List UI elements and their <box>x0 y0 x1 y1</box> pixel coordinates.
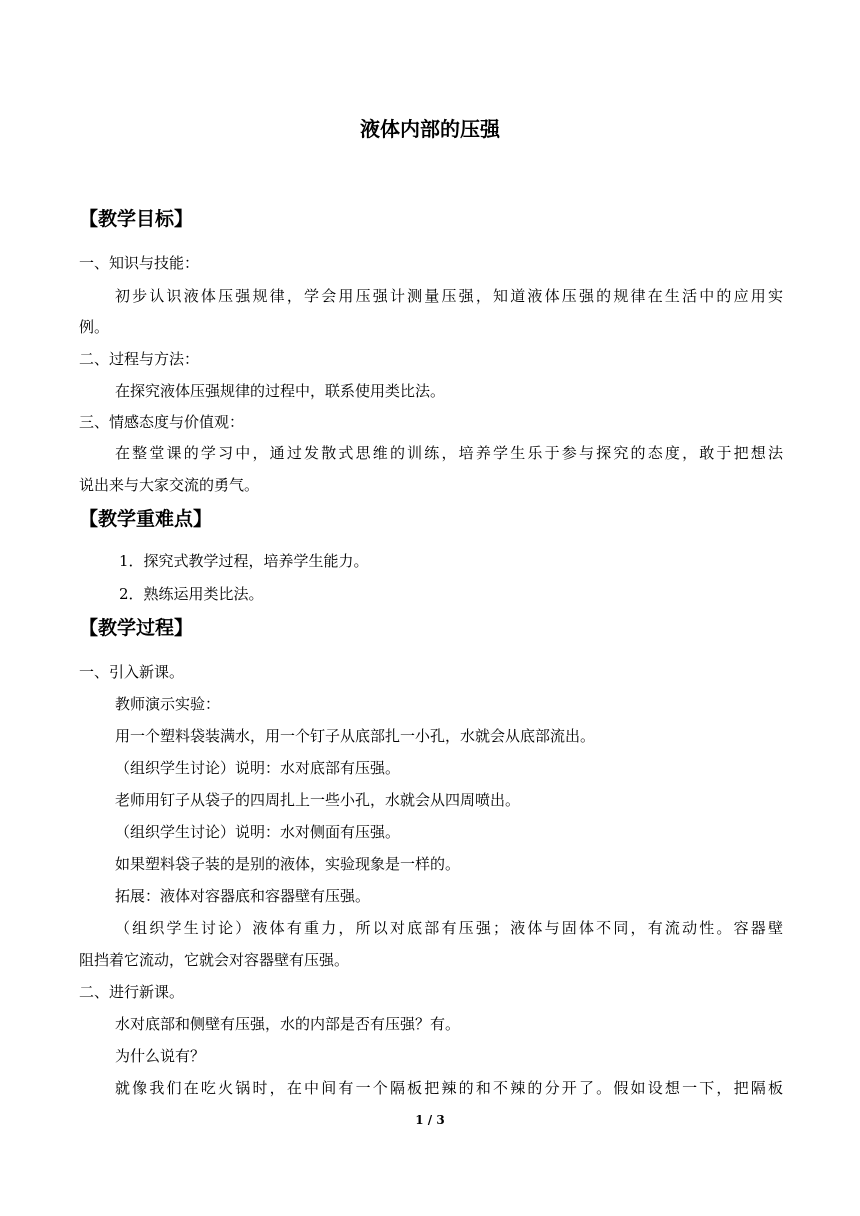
paragraph-line: 二、进行新课。 <box>79 983 185 1001</box>
paragraph-line: 老师用钉子从袋子的四周扎上一些小孔，水就会从四周喷出。 <box>115 791 521 809</box>
list-item: 1．探究式教学过程，培养学生能力。 <box>119 552 369 570</box>
paragraph-line: 例。 <box>79 318 110 336</box>
paragraph-line: 水对底部和侧壁有压强，水的内部是否有压强？有。 <box>115 1015 461 1033</box>
paragraph-line: 拓展：液体对容器底和容器壁有压强。 <box>115 887 371 905</box>
section-heading-goals: 【教学目标】 <box>79 208 194 230</box>
paragraph-line: 在探究液体压强规律的过程中，联系使用类比法。 <box>115 382 446 400</box>
paragraph-line: 二、过程与方法： <box>79 350 200 368</box>
paragraph-line: 为什么说有？ <box>115 1047 206 1065</box>
list-item: 2．熟练运用类比法。 <box>119 585 264 603</box>
section-heading-process: 【教学过程】 <box>79 617 194 639</box>
section-heading-key-points: 【教学重难点】 <box>79 508 213 530</box>
paragraph-line: 说出来与大家交流的勇气。 <box>79 476 260 494</box>
paragraph-line: （组织学生讨论）说明：水对侧面有压强。 <box>115 823 401 841</box>
paragraph-line: 在整堂课的学习中，通过发散式思维的训练，培养学生乐于参与探究的态度，敢于把想法 <box>115 444 783 462</box>
paragraph-line: 教师演示实验： <box>115 695 221 713</box>
paragraph-line: 就像我们在吃火锅时，在中间有一个隔板把辣的和不辣的分开了。假如设想一下，把隔板 <box>115 1079 783 1097</box>
paragraph-line: 一、知识与技能： <box>79 254 200 272</box>
paragraph-line: 如果塑料袋子装的是别的液体，实验现象是一样的。 <box>115 855 461 873</box>
paragraph-line: （组织学生讨论）液体有重力，所以对底部有压强；液体与固体不同，有流动性。容器壁 <box>115 919 783 937</box>
document-title: 液体内部的压强 <box>360 117 500 141</box>
paragraph-line: 三、情感态度与价值观： <box>79 413 245 431</box>
paragraph-line: 阻挡着它流动，它就会对容器壁有压强。 <box>79 951 350 969</box>
page-number: 1 / 3 <box>415 1113 445 1127</box>
paragraph-line: 一、引入新课。 <box>79 663 185 681</box>
paragraph-line: （组织学生讨论）说明：水对底部有压强。 <box>115 759 401 777</box>
paragraph-line: 用一个塑料袋装满水，用一个钉子从底部扎一小孔，水就会从底部流出。 <box>115 727 596 745</box>
paragraph-line: 初步认识液体压强规律，学会用压强计测量压强，知道液体压强的规律在生活中的应用实 <box>115 287 783 305</box>
